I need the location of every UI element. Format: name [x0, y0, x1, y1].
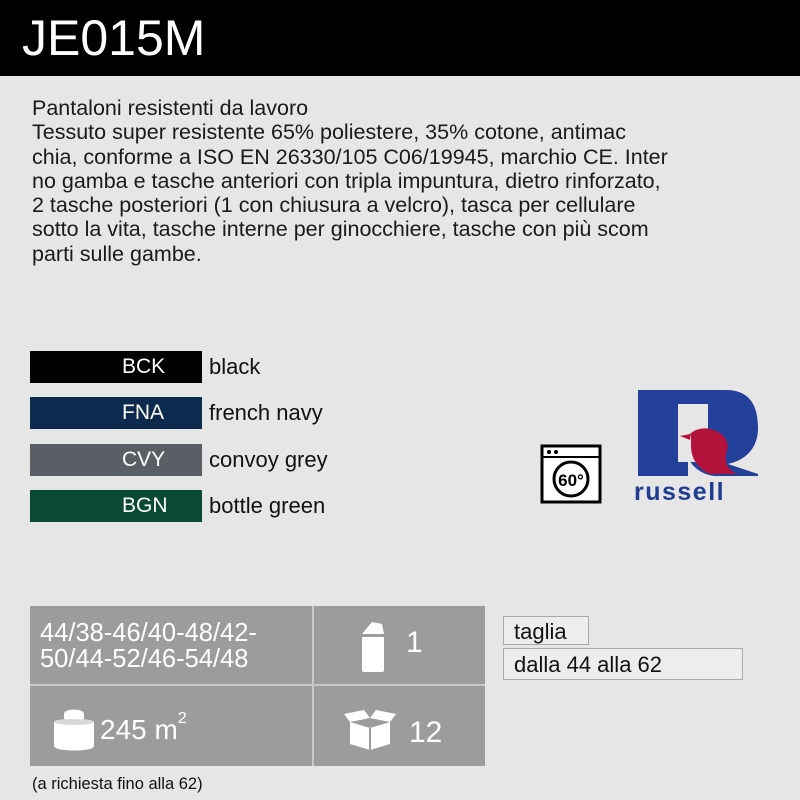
color-row-bottle-green — [30, 490, 430, 522]
color-swatch — [30, 351, 202, 383]
fabric-weight — [100, 710, 187, 746]
color-code: FNA — [122, 401, 164, 424]
box-icon — [344, 708, 396, 752]
weight-cell — [30, 686, 314, 766]
brand-name: russell — [634, 478, 726, 506]
sizes-line: 50/44-52/46-54/48 — [40, 645, 249, 673]
folded-item-icon — [358, 618, 388, 674]
product-code: JE015M — [22, 10, 206, 66]
color-name: convoy grey — [209, 447, 328, 472]
color-swatch — [30, 397, 202, 429]
color-swatch — [30, 444, 202, 476]
color-code: CVY — [122, 448, 166, 471]
description-line: parti sulle gambe. — [32, 241, 202, 266]
sizes-cell — [30, 606, 314, 686]
color-name: french navy — [209, 400, 323, 425]
description-line: sotto la vita, tasche interne per ginocchiere, tasche con più scom — [32, 217, 649, 242]
description-line: chia, conforme a ISO EN 26330/105 C06/19945, marchio CE. Inter — [32, 144, 668, 169]
color-code: BGN — [122, 494, 168, 517]
color-name: bottle green — [209, 493, 326, 518]
pack-quantity: 1 — [406, 626, 423, 659]
color-row-black — [30, 351, 430, 383]
color-row-convoy-grey — [30, 444, 430, 476]
description-line: Tessuto super resistente 65% poliestere, 35% cotone, antimac — [32, 120, 626, 145]
sizes-text — [40, 620, 257, 672]
fabric-weight-unit-sup: 2 — [177, 710, 187, 727]
color-name: black — [209, 354, 261, 379]
product-description — [32, 96, 772, 266]
fabric-weight-value: 245 m — [100, 714, 178, 745]
pack-cell — [314, 606, 485, 686]
weight-icon — [50, 704, 98, 752]
size-label: taglia — [503, 616, 589, 645]
availability-note: (a richiesta fino alla 62) — [32, 775, 203, 793]
wash-60-icon — [540, 444, 602, 504]
color-code: BCK — [122, 355, 166, 378]
box-quantity: 12 — [409, 716, 443, 749]
wash-temp-label: 60° — [558, 471, 584, 490]
box-cell — [314, 686, 485, 766]
description-line: 2 tasche posteriori (1 con chiusura a velcro), tasca per cellulare — [32, 193, 636, 218]
description-line: no gamba e tasche anteriori con tripla impuntura, dietro rinforzato, — [32, 168, 661, 193]
color-row-french-navy — [30, 397, 430, 429]
color-swatch — [30, 490, 202, 522]
size-range: dalla 44 alla 62 — [503, 648, 743, 680]
sizes-line: 44/38-46/40-48/42- — [40, 619, 257, 647]
header-bar — [0, 0, 800, 76]
spec-grid — [30, 606, 485, 766]
description-line: Pantaloni resistenti da lavoro — [32, 96, 309, 120]
